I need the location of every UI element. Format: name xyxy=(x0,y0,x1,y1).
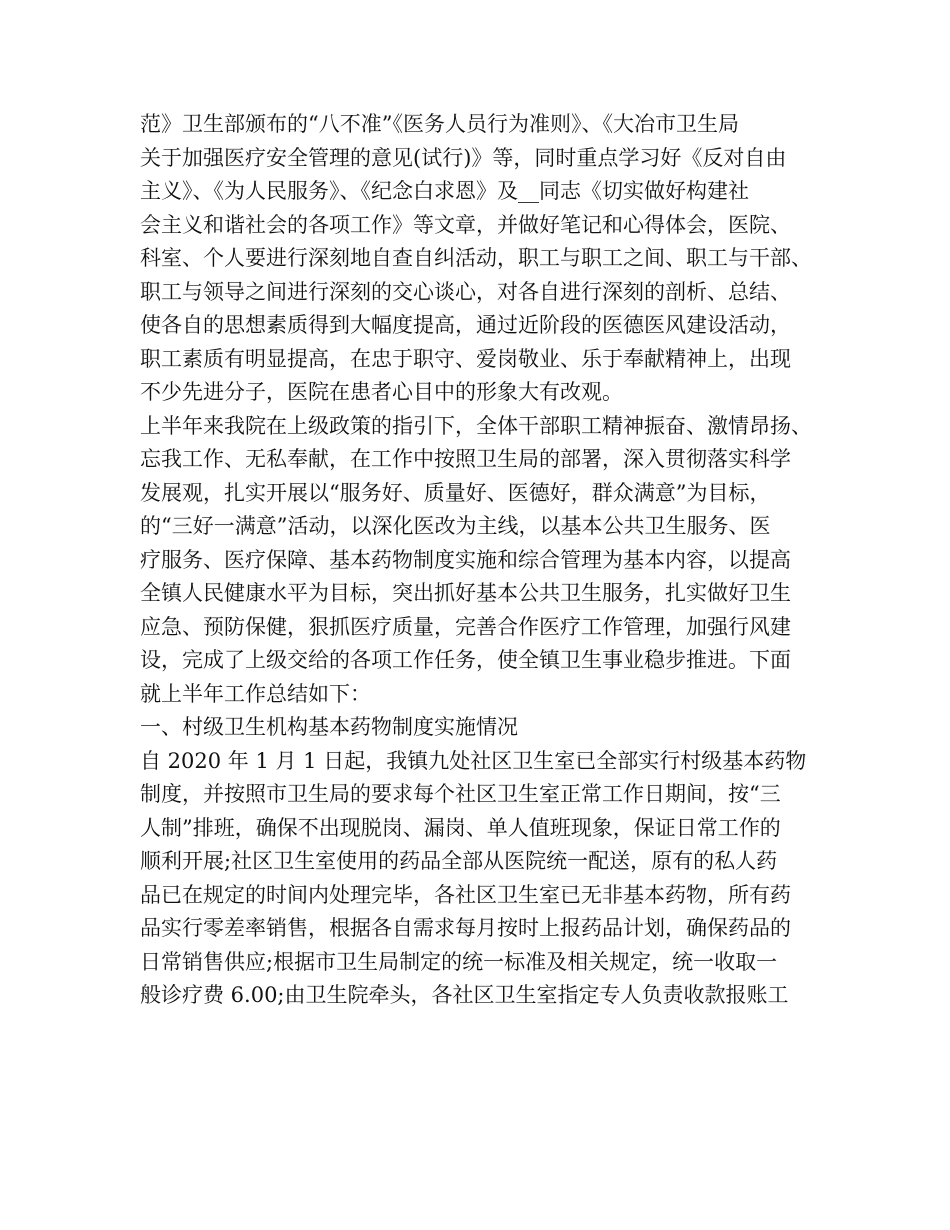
text-line: 就上半年工作总结如下： xyxy=(140,681,371,706)
text-line: 关于加强医疗安全管理的意见(试行)》等，同时重点学习好《反对自由 xyxy=(140,145,787,170)
section-heading: 一、村级卫生机构基本药物制度实施情况 xyxy=(140,715,518,739)
text-line: 人制”排班，确保不出现脱岗、漏岗、单人值班现象，保证日常工作的 xyxy=(140,815,781,840)
text-line: 顺利开展;社区卫生室使用的药品全部从医院统一配送，原有的私人药 xyxy=(140,849,778,873)
text-line: 不少先进分子，医院在患者心目中的形象大有改观。 xyxy=(140,380,623,404)
text-line: 设，完成了上级交给的各项工作任务，使全镇卫生事业稳步推进。下面 xyxy=(140,648,791,672)
text-line: 自 2020 年 1 月 1 日起，我镇九处社区卫生室已全部实行村级基本药物 xyxy=(140,748,807,773)
document-body xyxy=(140,108,840,1013)
text-line: 主义》、《为人民服务》、《纪念白求恩》及__同志《切实做好构建社 xyxy=(140,179,749,203)
text-line: 制度，并按照市卫生局的要求每个社区卫生室正常工作日期间，按“三 xyxy=(140,782,781,806)
text-line: 科室、个人要进行深刻地自查自纠活动，职工与职工之间、职工与干部、 xyxy=(140,246,812,270)
text-line: 全镇人民健康水平为目标，突出抓好基本公共卫生服务，扎实做好卫生 xyxy=(140,581,791,605)
text-line: 使各自的思想素质得到大幅度提高，通过近阶段的医德医风建设活动， xyxy=(140,313,791,337)
text-line: 忘我工作、无私奉献，在工作中按照卫生局的部署，深入贯彻落实科学 xyxy=(140,447,791,471)
text-line: 职工素质有明显提高，在忠于职守、爱岗敬业、乐于奉献精神上，出现 xyxy=(140,346,791,371)
text-line: 会主义和谐社会的各项工作》等文章，并做好笔记和心得体会，医院、 xyxy=(140,212,791,237)
text-line: 发展观，扎实开展以“服务好、质量好、医德好，群众满意”为目标， xyxy=(140,480,771,505)
text-line: 疗服务、医疗保障、基本药物制度实施和综合管理为基本内容，以提高 xyxy=(140,547,791,572)
text-line: 职工与领导之间进行深刻的交心谈心，对各自进行深刻的剖析、总结、 xyxy=(140,279,791,304)
text-line: 应急、预防保健，狠抓医疗质量，完善合作医疗工作管理，加强行风建 xyxy=(140,614,791,639)
text-line: 范》卫生部颁布的“八不准”《医务人员行为准则》、《大冶市卫生局 xyxy=(140,112,739,136)
text-line: 品实行零差率销售，根据各自需求每月按时上报药品计划，确保药品的 xyxy=(140,916,791,940)
text-line: 上半年来我院在上级政策的指引下，全体干部职工精神振奋、激情昂扬、 xyxy=(140,413,812,438)
text-line: 般诊疗费 6.00;由卫生院牵头，各社区卫生室指定专人负责收款报账工 xyxy=(140,983,789,1007)
text-line: 日常销售供应;根据市卫生局制定的统一标准及相关规定，统一收取一 xyxy=(140,949,778,974)
text-line: 品已在规定的时间内处理完毕，各社区卫生室已无非基本药物，所有药 xyxy=(140,882,791,907)
text-line: 的“三好一满意”活动，以深化医改为主线，以基本公共卫生服务、医 xyxy=(140,514,771,538)
